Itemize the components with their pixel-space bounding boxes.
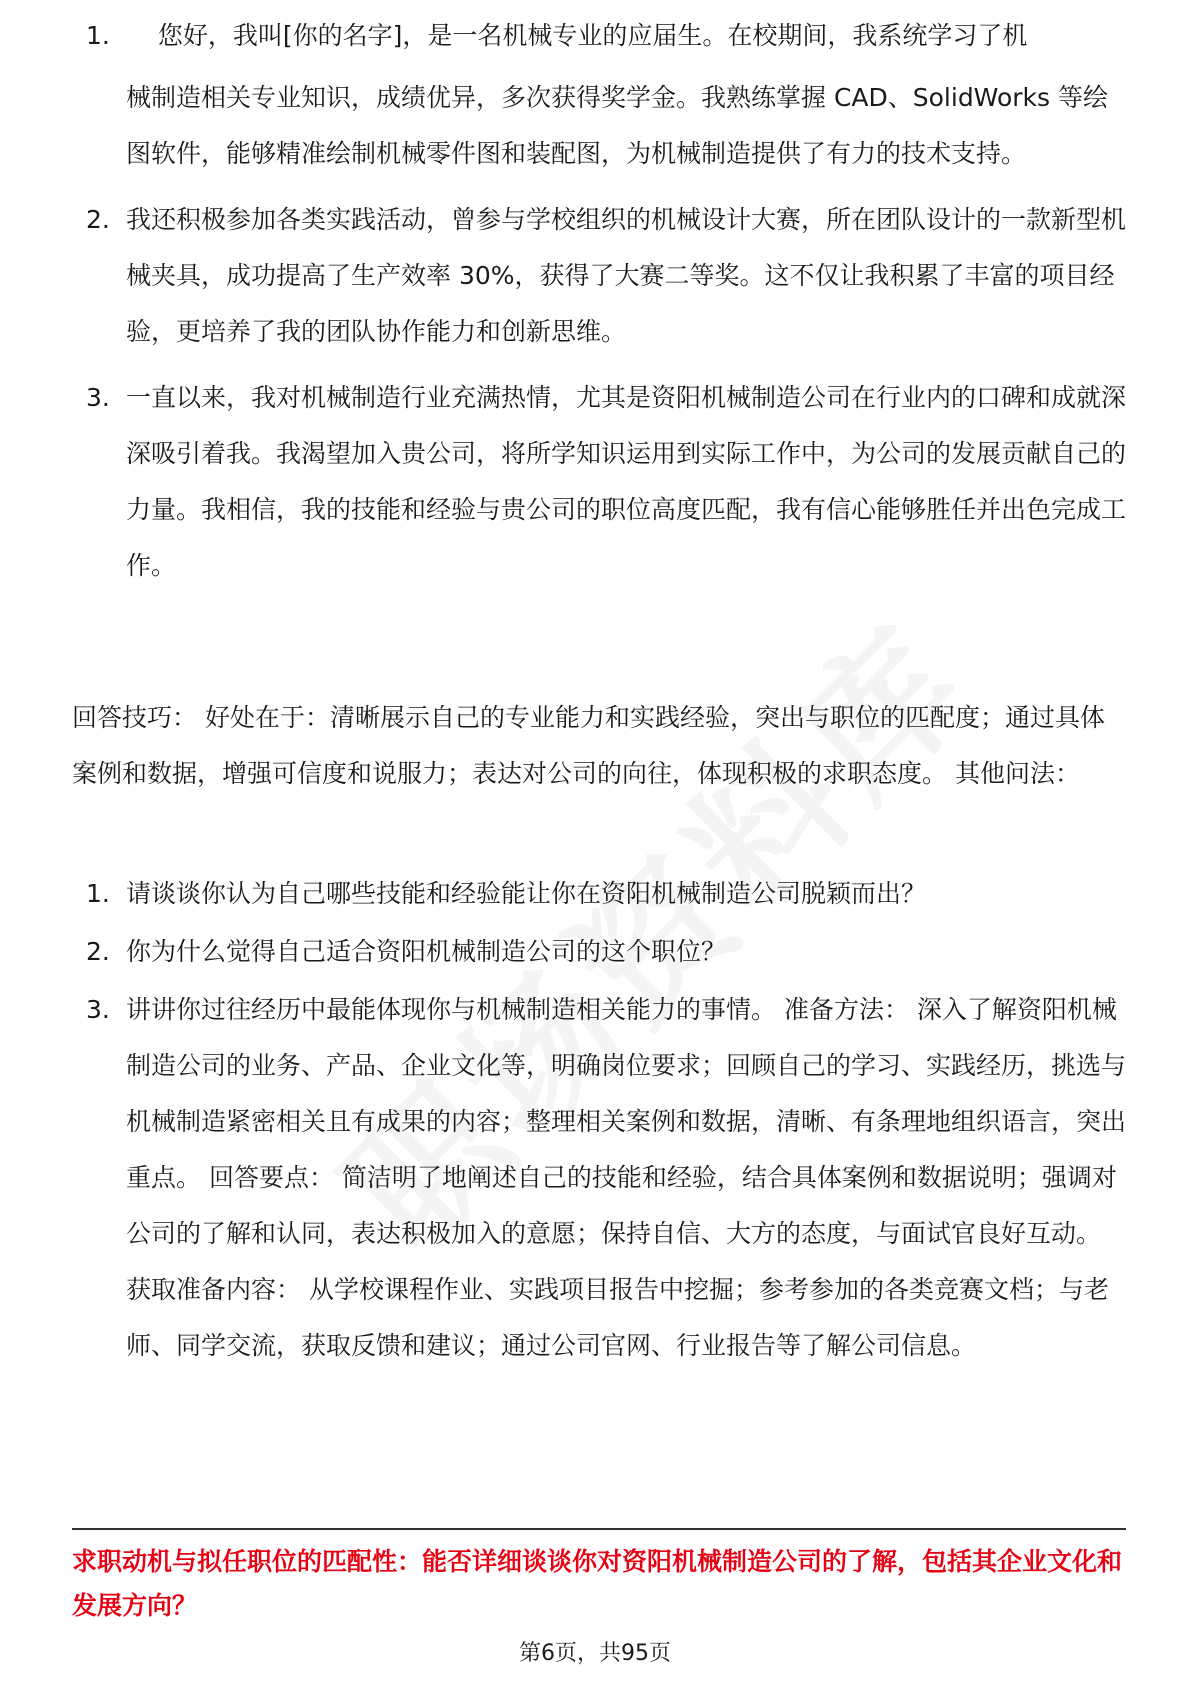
list-number: 1. — [86, 879, 110, 908]
list-item — [86, 192, 1126, 360]
cut-off-list-line — [86, 21, 1126, 64]
list-item — [86, 370, 1126, 594]
list-number: 3. — [86, 995, 110, 1024]
section-divider — [72, 1528, 1126, 1530]
list-number: 1. — [86, 21, 110, 50]
list-item-text: 械制造相关专业知识，成绩优异，多次获得奖学金。我熟练掌握 CAD、SolidWorks 等绘图软件，能够精准绘制机械零件图和装配图，为机械制造提供了有力的技术支持。 — [126, 83, 1108, 168]
cut-off-text: 您好，我叫[你的名字]，是一名机械专业的应届生。在校期间，我系统学习了机 — [157, 21, 1028, 50]
list-item — [86, 982, 1126, 1374]
list-item — [86, 866, 1126, 922]
list-number: 2. — [86, 937, 110, 966]
answer-list — [86, 70, 1126, 604]
list-number: 2. — [86, 205, 110, 234]
next-question-heading: 求职动机与拟任职位的匹配性：能否详细谈谈你对资阳机械制造公司的了解，包括其企业文化和发展方向？ — [72, 1547, 1123, 1620]
answer-tips-paragraph: 回答技巧： 好处在于：清晰展示自己的专业能力和实践经验，突出与职位的匹配度；通过具体案例和数据，增强可信度和说服力；表达对公司的向往，体现积极的求职态度。 其他问法： — [72, 703, 1105, 788]
list-item — [86, 924, 1126, 980]
list-number: 3. — [86, 383, 110, 412]
list-item-text: 你为什么觉得自己适合资阳机械制造公司的这个职位？ — [126, 937, 727, 966]
list-item-text: 请谈谈你认为自己哪些技能和经验能让你在资阳机械制造公司脱颖而出？ — [126, 879, 927, 908]
list-item — [86, 70, 1126, 182]
list-item-text: 讲讲你过往经历中最能体现你与机械制造相关能力的事情。 准备方法： 深入了解资阳机械制造公司的业务、产品、企业文化等，明确岗位要求；回顾自己的学习、实践经历，挑选与机械制造紧密相关且有成果的内容；整理相关案例和数据，清晰、有条理地组织语言，突出重点。 回答要点： 简洁明了地阐述自己的技能和经验，结合具体案例和数据说明；强调对公司的了解和认同，表达积极加入的意愿；保持自信、大方的态度，与面试官良好互动。 获取准备内容： 从学校课程作业、实践项目报告中挖掘；参考参加的各类竞赛文档；与老师、同学交流，获取反馈和建议；通过公司官网、行业报告等了解公司信息。 — [126, 995, 1127, 1360]
page-number: 第6页，共95页 — [519, 1641, 671, 1666]
list-item-text: 我还积极参加各类实践活动，曾参与学校组织的机械设计大赛，所在团队设计的一款新型机械夹具，成功提高了生产效率 30%，获得了大赛二等奖。这不仅让我积累了丰富的项目经验，更培养了我的团队协作能力和创新思维。 — [126, 205, 1127, 346]
alternative-questions-list — [86, 866, 1126, 1376]
list-item-text: 一直以来，我对机械制造行业充满热情，尤其是资阳机械制造公司在行业内的口碑和成就深深吸引着我。我渴望加入贵公司，将所学知识运用到实际工作中，为公司的发展贡献自己的力量。我相信，我的技能和经验与贵公司的职位高度匹配，我有信心能够胜任并出色完成工作。 — [126, 383, 1127, 580]
